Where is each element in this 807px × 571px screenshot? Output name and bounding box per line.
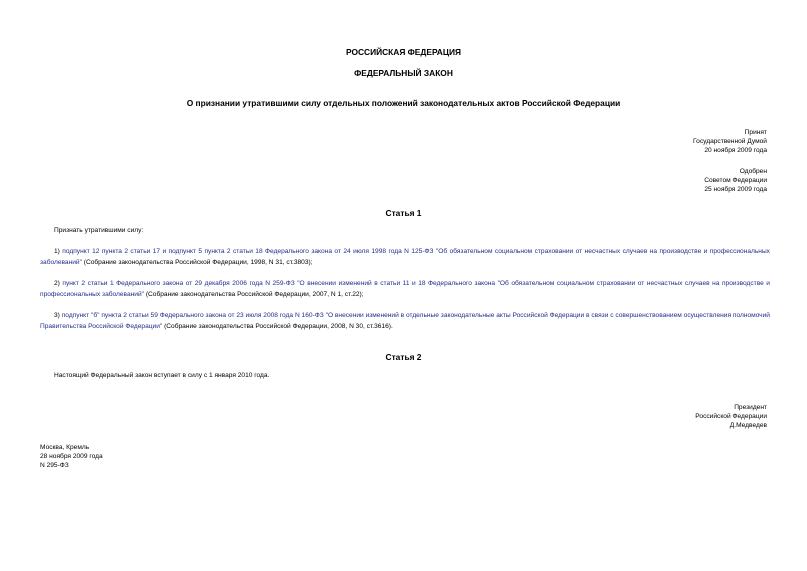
- footer-date: 28 ноября 2009 года: [40, 453, 103, 461]
- signature-title: Российской Федерации: [695, 413, 767, 421]
- approved-date: 25 ноября 2009 года: [704, 186, 767, 194]
- item-source: (Собрание законодательства Российской Федерации, 1998, N 31, ст.3803);: [81, 258, 313, 266]
- article1-item: [40, 279, 770, 300]
- item-number: 3): [54, 312, 60, 319]
- article1-item: [40, 247, 770, 268]
- item-number: 2): [54, 280, 60, 287]
- signature-block: [695, 403, 767, 431]
- adopted-line: Государственной Думой: [693, 138, 767, 146]
- law-reference-link[interactable]: подпункт 12 пункта 2 статьи 17 и подпункт 5 пункта 2 статьи 18 Федерального закона от 24 июля 1998 года N 125-ФЗ "Об обязательном социальном страховании от несчастных случаев на производстве и профессиональных заболеваний": [40, 248, 770, 266]
- signature-title: Президент: [734, 404, 767, 411]
- article1-item: [40, 311, 770, 332]
- article2-heading: Статья 2: [385, 352, 422, 362]
- article1-intro: Признать утратившими силу:: [54, 227, 144, 234]
- footer-block: [40, 443, 103, 471]
- approval-block: [704, 167, 767, 195]
- signature-name: Д.Медведев: [729, 422, 767, 430]
- adopted-date: 20 ноября 2009 года: [704, 147, 767, 155]
- adoption-block: [693, 128, 767, 156]
- footer-place: Москва, Кремль: [40, 444, 90, 451]
- article2-text: Настоящий Федеральный закон вступает в силу с 1 января 2010 года.: [54, 372, 270, 379]
- law-type-heading: ФЕДЕРАЛЬНЫЙ ЗАКОН: [354, 68, 453, 78]
- article1-heading: Статья 1: [385, 208, 422, 218]
- law-reference-link[interactable]: пункт 2 статьи 1 Федерального закона от 29 декабря 2006 года N 259-ФЗ "О внесении изменений в статьи 11 и 18 Федерального закона "Об обязательном социальном страховании от несчастных случаев на производстве и профессиональных заболеваний": [40, 280, 770, 298]
- country-heading: РОССИЙСКАЯ ФЕДЕРАЦИЯ: [345, 47, 462, 57]
- item-source: (Собрание законодательства Российской Федерации, 2008, N 30, ст.3616).: [162, 322, 393, 330]
- adopted-line: Принят: [744, 129, 767, 136]
- law-title: О признании утратившими силу отдельных положений законодательных актов Российской Федерации: [186, 98, 621, 108]
- law-reference-link[interactable]: подпункт "б" пункта 2 статьи 59 Федерального закона от 23 июля 2008 года N 160-ФЗ "О внесении изменений в отдельные законодательные акты Российской Федерации в связи с совершенствованием осуществления полномочий Правительства Российской Федерации": [40, 312, 770, 330]
- item-source: (Собрание законодательства Российской Федерации, 2007, N 1, ст.22);: [144, 290, 364, 298]
- footer-number: N 295-ФЗ: [40, 462, 69, 470]
- approved-line: Советом Федерации: [704, 177, 767, 185]
- approved-line: Одобрен: [739, 168, 767, 175]
- item-number: 1): [54, 248, 60, 255]
